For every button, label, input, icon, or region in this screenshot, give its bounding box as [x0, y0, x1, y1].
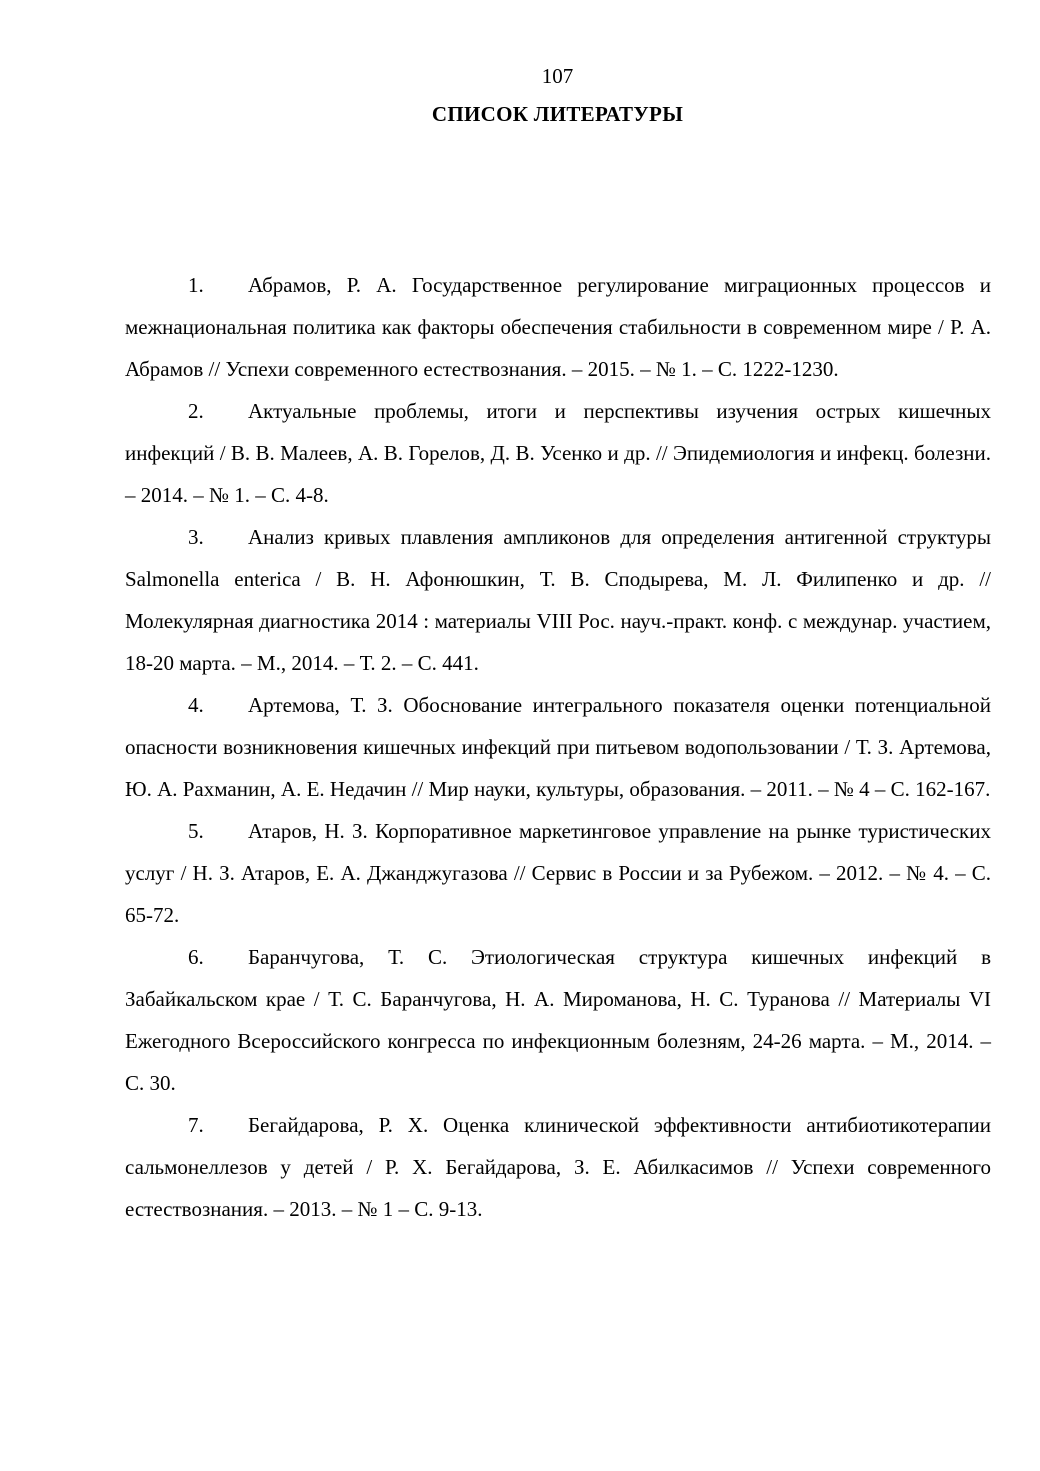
- reference-text: Актуальные проблемы, итоги и перспективы изучения острых кишечных инфекций / В. В. Малеев, А. В. Горелов, Д. В. Усенко и др. // Эпидемиология и инфекц. болезни. – 2014. – № 1. – С. 4-8.: [125, 399, 991, 507]
- reference-item: [125, 936, 991, 1104]
- reference-text: Абрамов, Р. А. Государственное регулирование миграционных процессов и межнациональная политика как факторы обеспечения стабильности в современном мире / Р. А. Абрамов // Успехи современного естествознания. – 2015. – № 1. – С. 1222-1230.: [125, 273, 991, 381]
- reference-item: [125, 516, 991, 684]
- reference-number: 2.: [188, 399, 204, 423]
- reference-number: 4.: [188, 693, 204, 717]
- reference-item: [125, 684, 991, 810]
- reference-item: [125, 1104, 991, 1230]
- page-number: 107: [541, 64, 574, 88]
- reference-list: [125, 264, 991, 1230]
- reference-number: 5.: [188, 819, 204, 843]
- reference-item: [125, 810, 991, 936]
- reference-item: [125, 264, 991, 390]
- reference-number: 1.: [188, 273, 204, 297]
- page-title: СПИСОК ЛИТЕРАТУРЫ: [431, 102, 684, 126]
- reference-number: 6.: [188, 945, 204, 969]
- reference-text: Бегайдарова, Р. Х. Оценка клинической эффективности антибиотикотерапии сальмонеллезов у детей / Р. Х. Бегайдарова, З. Е. Абилкасимов // Успехи современного естествознания. – 2013. – № 1 – С. 9-13.: [125, 1113, 991, 1221]
- reference-number: 3.: [188, 525, 204, 549]
- reference-text: Атаров, Н. З. Корпоративное маркетинговое управление на рынке туристических услуг / Н. З. Атаров, Е. А. Джанджугазова // Сервис в России и за Рубежом. – 2012. – № 4. – С. 65-72.: [125, 819, 991, 927]
- reference-text: Артемова, Т. З. Обоснование интегрального показателя оценки потенциальной опасности возникновения кишечных инфекций при питьевом водопользовании / Т. З. Артемова, Ю. А. Рахманин, А. Е. Недачин // Мир науки, культуры, образования. – 2011. – № 4 – С. 162-167.: [125, 693, 991, 801]
- reference-item: [125, 390, 991, 516]
- reference-text: Анализ кривых плавления ампликонов для определения антигенной структуры Salmonella enterica / В. Н. Афонюшкин, Т. В. Сподырева, М. Л. Филипенко и др. // Молекулярная диагностика 2014 : материалы VIII Рос. науч.-практ. конф. с междунар. участием, 18-20 марта. – М., 2014. – Т. 2. – С. 441.: [125, 525, 991, 675]
- reference-number: 7.: [188, 1113, 204, 1137]
- reference-text: Баранчугова, Т. С. Этиологическая структура кишечных инфекций в Забайкальском крае / Т. С. Баранчугова, Н. А. Мироманова, Н. С. Туранова // Материалы VI Ежегодного Всероссийского конгресса по инфекционным болезням, 24-26 марта. – М., 2014. – С. 30.: [125, 945, 991, 1095]
